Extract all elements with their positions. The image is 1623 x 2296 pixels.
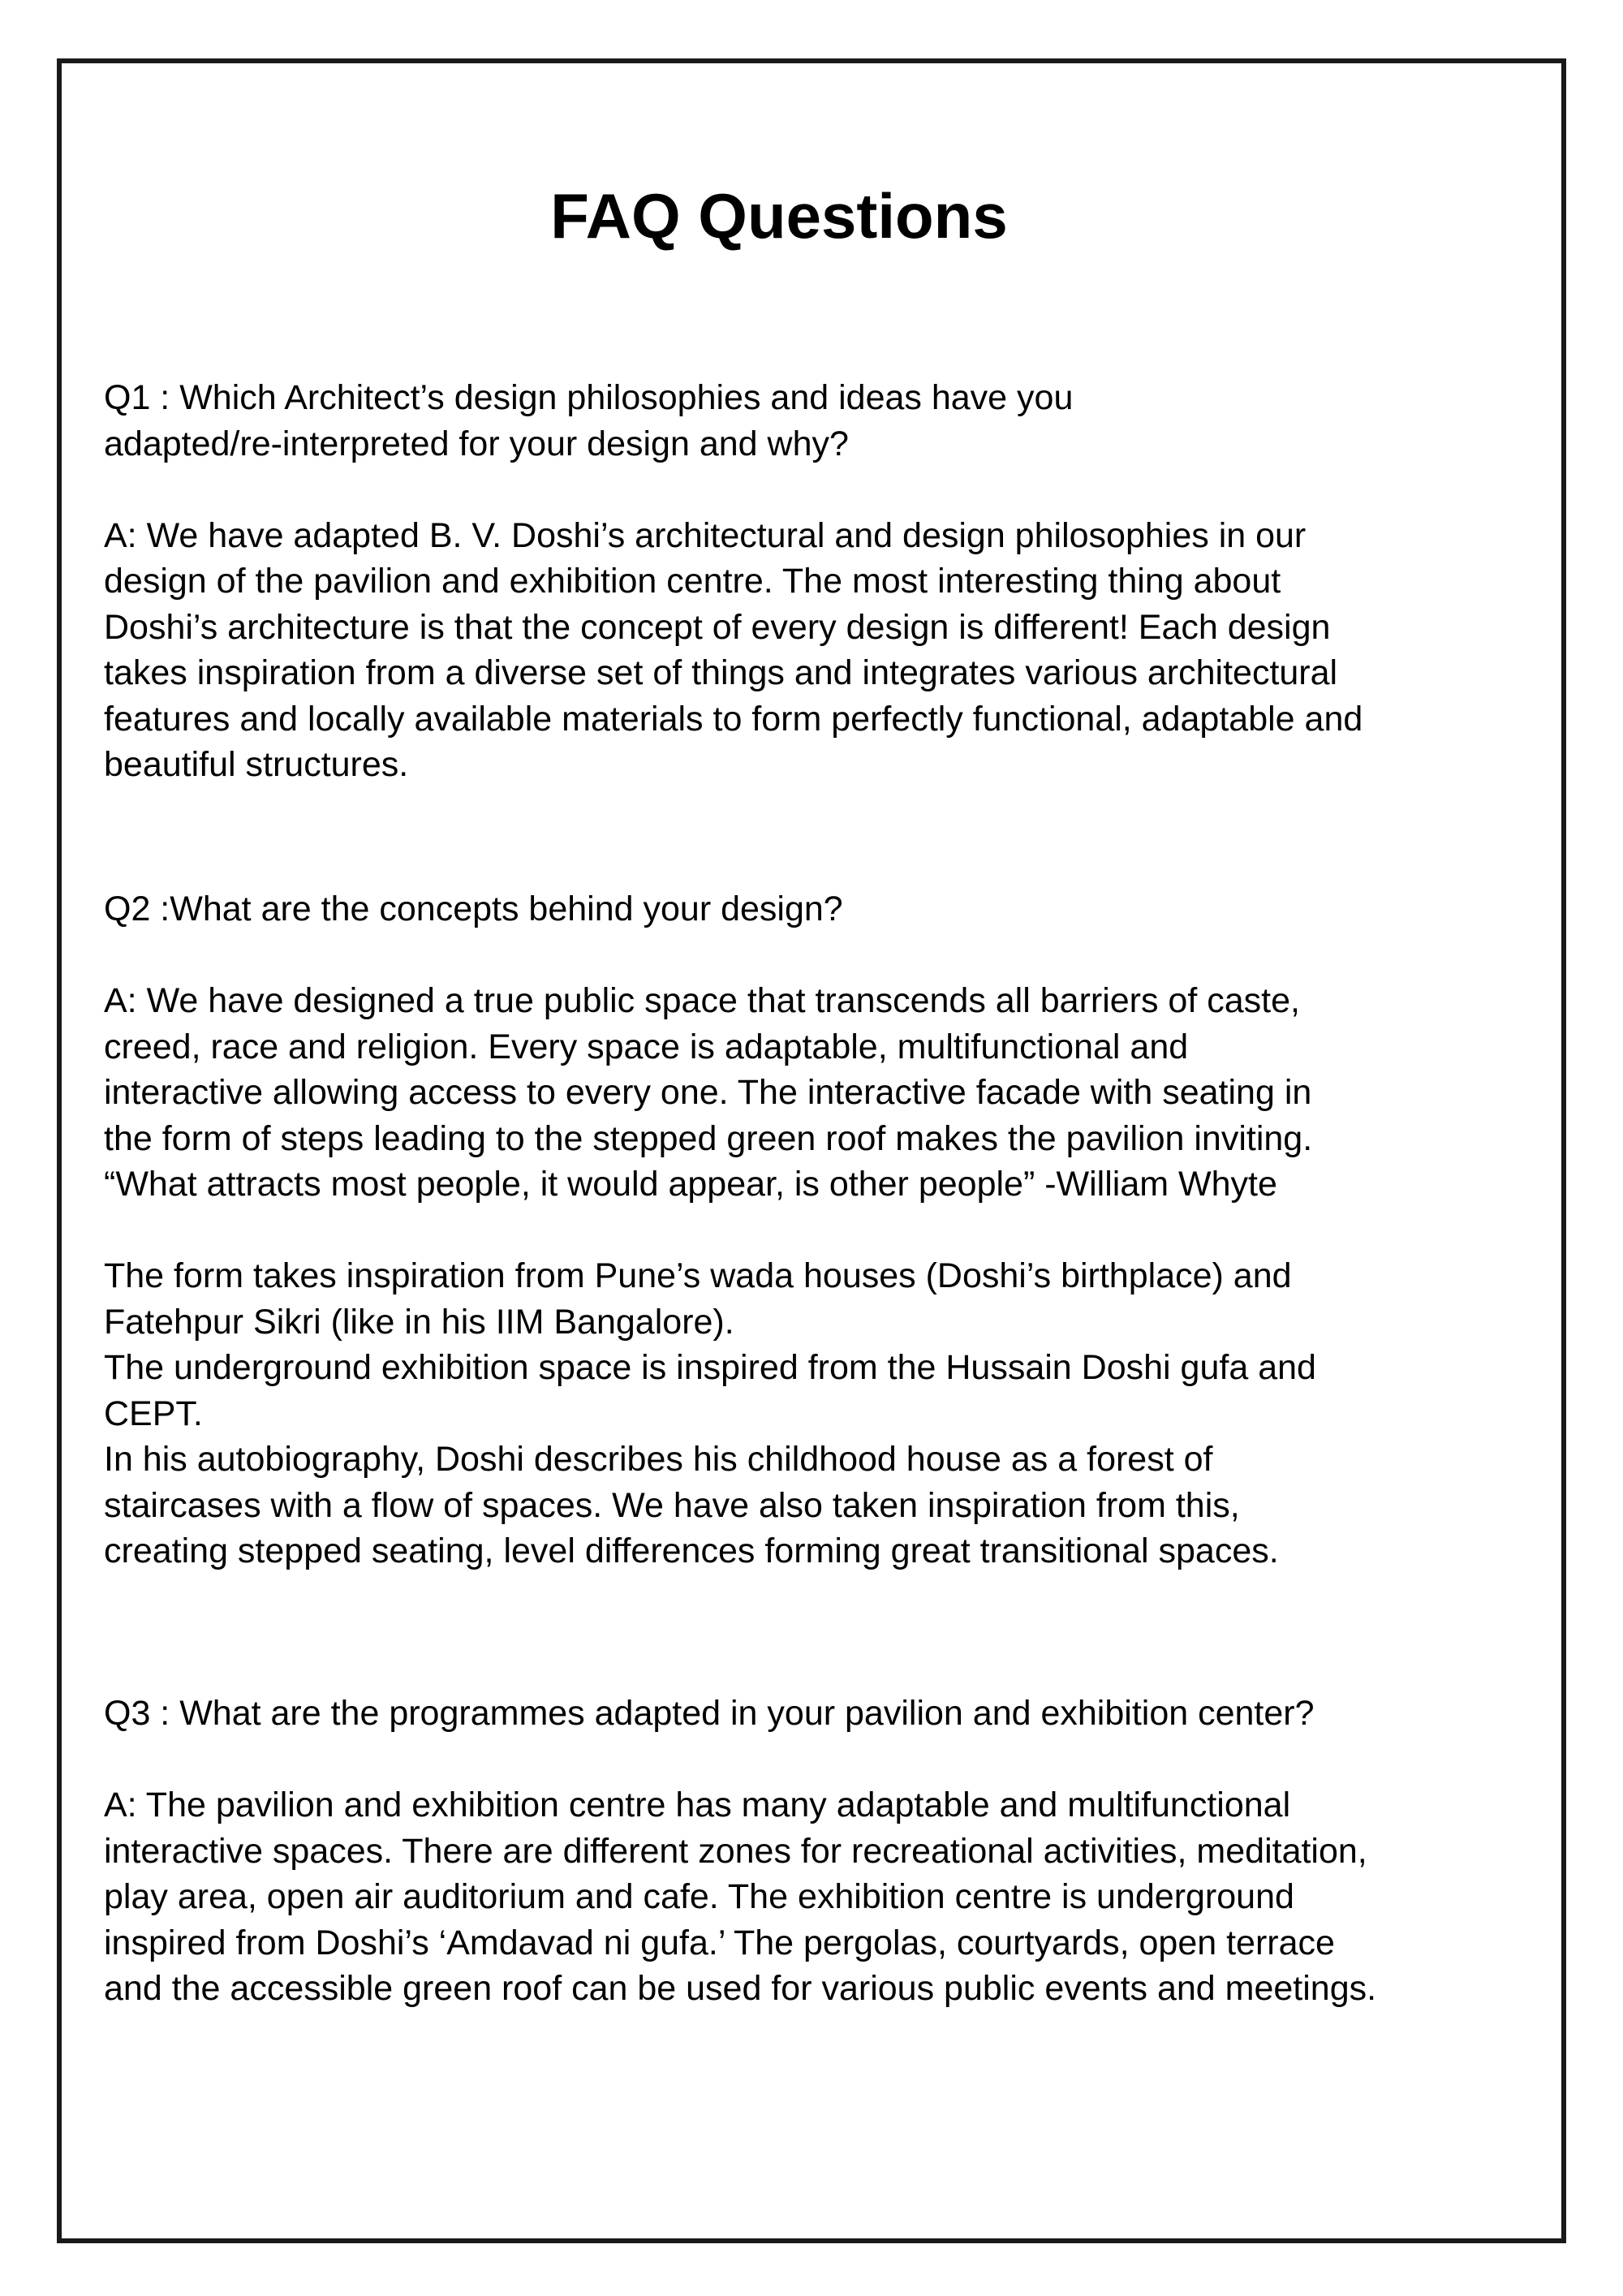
faq-answer: A: We have designed a true public space that transcends all barriers of caste, creed, race and religion. Every space is adaptable, multifunctional and interactive allowing access to every one. The interactive facade with seating in the form of steps leading to the stepped green roof makes the pavilion inviting. “What attracts most people, it would appear, is other people” -William Whyte [104, 981, 1313, 1204]
spacer [104, 467, 1548, 513]
faq-item-2 [104, 886, 1548, 1574]
spacer [104, 933, 1548, 979]
faq-answer: A: The pavilion and exhibition centre has many adaptable and multifunctional interactive spaces. There are different zones for recreational activities, meditation, play area, open air auditorium and cafe. The exhibition centre is underground inspired from Doshi’s ‘Amdavad ni gufa.’ The pergolas, courtyards, open terrace and the accessible green roof can be used for various public events and meetings. [104, 1786, 1377, 2008]
faq-item-3 [104, 1691, 1548, 2012]
faq-answer-continued: The form takes inspiration from Pune’s wada houses (Doshi’s birthplace) and Fatehpur Sikri (like in his IIM Bangalore). The underground exhibition space is inspired from the Hussain Doshi gufa and CEPT. In his autobiography, Doshi describes his childhood house as a forest of staircases with a flow of spaces. We have also taken inspiration from this, creating stepped seating, level differences forming great transitional spaces. [104, 1256, 1316, 1570]
page-title: FAQ Questions [550, 180, 1008, 252]
faq-question: Q2 :What are the concepts behind your design? [104, 890, 843, 928]
faq-answer: A: We have adapted B. V. Doshi’s architectural and design philosophies in our design of the pavilion and exhibition centre. The most interesting thing about Doshi’s architecture is that the concept of every design is different! Each design takes inspiration from a diverse set of things and integrates various architectural features and locally available materials to form perfectly functional, adaptable and beautiful structures. [104, 515, 1363, 784]
faq-item-1 [104, 375, 1548, 788]
spacer [104, 1208, 1548, 1254]
faq-question: Q3 : What are the programmes adapted in your pavilion and exhibition center? [104, 1694, 1315, 1733]
spacer [104, 1737, 1548, 1783]
faq-question: Q1 : Which Architect’s design philosophies and ideas have you adapted/re-interpreted for your design and why? [104, 378, 1074, 463]
